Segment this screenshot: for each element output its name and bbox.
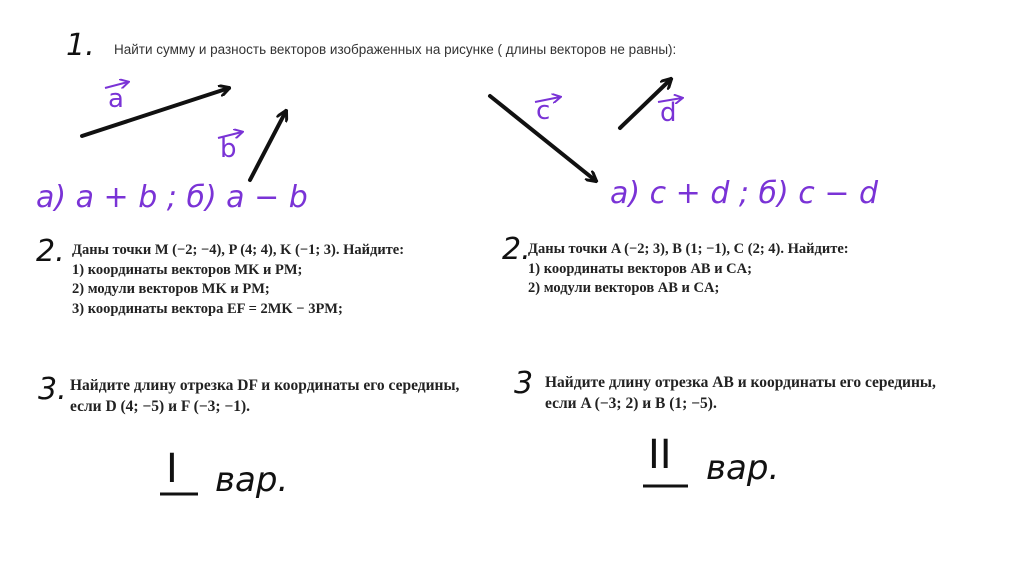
task3-v2-block bbox=[545, 372, 936, 414]
task3-v2-line2: если A (−3; 2) и B (1; −5). bbox=[545, 395, 717, 412]
task2-v1-line1: Даны точки M (−2; −4), P (4; 4), K (−1; 3). Найдите: bbox=[72, 242, 405, 258]
task3-v1-block bbox=[70, 375, 459, 417]
task2-v2-line2: 1) координаты векторов AB и CA; bbox=[528, 260, 752, 277]
task2-v2-number: 2. bbox=[502, 232, 531, 267]
task3-v1-number: 3. bbox=[38, 372, 67, 407]
task2-v2-line1: Даны точки A (−2; 3), B (1; −1), C (2; 4). Найдите: bbox=[528, 241, 849, 257]
task2-v1-number: 2. bbox=[36, 234, 65, 269]
task1-text: Найти сумму и разность векторов изображенных на рисунке ( длины векторов не равны): bbox=[114, 42, 677, 57]
label-d: d bbox=[660, 98, 677, 128]
variant1-text: вар. bbox=[215, 460, 289, 500]
task2-v1-block bbox=[72, 241, 404, 319]
label-a: a bbox=[108, 84, 124, 114]
task3-v2-line1: Найдите длину отрезка AB и координаты его середины, bbox=[545, 374, 936, 391]
variant2-expression: а) c + d ; б) c − d bbox=[610, 176, 879, 211]
task2-v2-line3: 2) модули векторов AB и CA; bbox=[528, 280, 720, 296]
vector-b-arrow bbox=[250, 111, 286, 180]
task2-v1-line3: 2) модули векторов MK и PM; bbox=[72, 281, 270, 297]
task2-v1-line2: 1) координаты векторов MK и PM; bbox=[72, 261, 303, 278]
label-c: c bbox=[536, 96, 551, 126]
task1-number: 1. bbox=[66, 28, 95, 63]
label-b: b bbox=[220, 134, 237, 164]
task2-v2-block bbox=[528, 240, 849, 299]
task2-v1-line4: 3) координаты вектора EF = 2MK − 3PM; bbox=[72, 300, 343, 317]
variant1-numeral: I bbox=[166, 446, 178, 492]
vector-a-arrow bbox=[82, 88, 229, 136]
variant2-text: вар. bbox=[706, 448, 780, 488]
task3-v1-line1: Найдите длину отрезка DF и координаты его середины, bbox=[70, 377, 460, 394]
variant1-expression: а) a + b ; б) a − b bbox=[36, 180, 308, 215]
variant2-numeral: II bbox=[648, 432, 672, 478]
task3-v2-number: 3 bbox=[514, 366, 534, 401]
task3-v1-line2: если D (4; −5) и F (−3; −1). bbox=[70, 398, 251, 415]
